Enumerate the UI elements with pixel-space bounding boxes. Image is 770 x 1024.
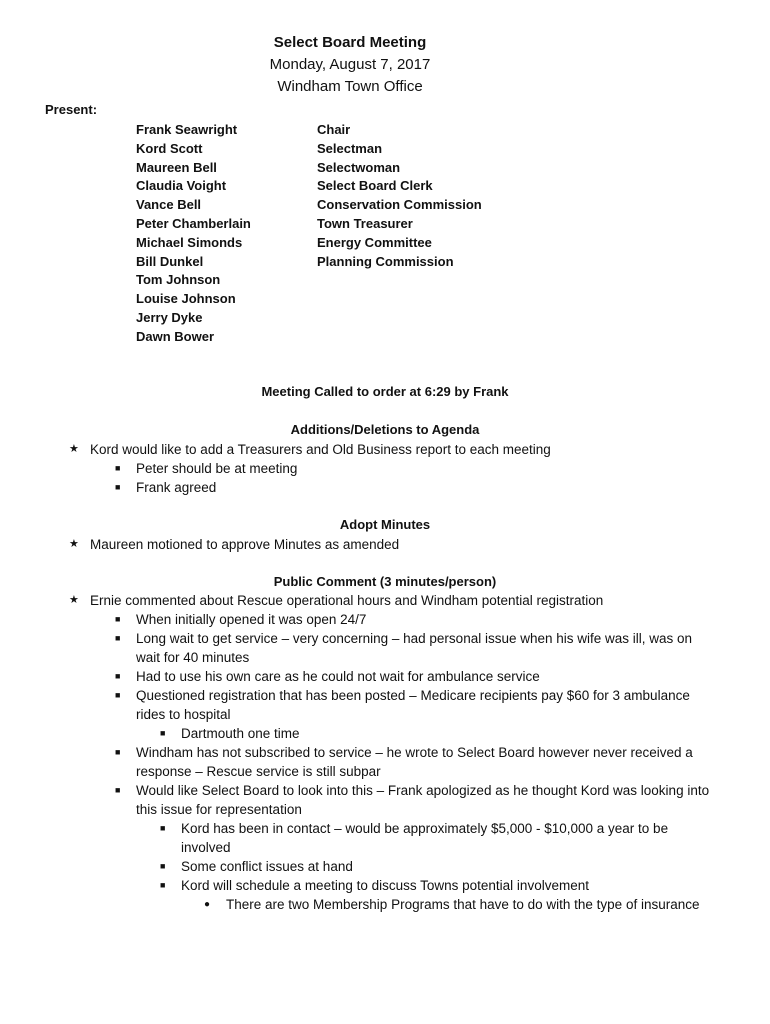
list-item: Frank agreed: [136, 480, 217, 495]
attendee-role: Energy Committee: [317, 234, 432, 250]
list-item: Windham has not subscribed to service – he wrote to Select Board however never received a: [136, 745, 693, 760]
star-bullet-icon: ★: [69, 594, 79, 606]
public-comment-heading: Public Comment (3 minutes/person): [273, 574, 497, 589]
attendee-name: Tom Johnson: [136, 272, 221, 288]
square-bullet-icon: ■: [160, 728, 166, 738]
list-item: Peter should be at meeting: [136, 461, 298, 476]
list-item: Some conflict issues at hand: [181, 859, 353, 874]
attendee-name: Louise Johnson: [136, 291, 236, 307]
attendee-role: Town Treasurer: [317, 215, 413, 231]
list-item-continuation: this issue for representation: [136, 802, 302, 817]
list-item: Ernie commented about Rescue operational hours and Windham potential registration: [90, 593, 604, 608]
square-bullet-icon: ■: [160, 880, 166, 890]
list-item: Kord will schedule a meeting to discuss Towns potential involvement: [181, 878, 589, 893]
attendee-name: Claudia Voight: [136, 178, 227, 194]
list-item: Had to use his own care as he could not wait for ambulance service: [136, 669, 540, 684]
attendee-name: Peter Chamberlain: [136, 215, 251, 231]
list-item: Dartmouth one time: [181, 726, 300, 741]
square-bullet-icon: ■: [115, 463, 121, 473]
attendee-role: Select Board Clerk: [317, 178, 433, 194]
list-item: Questioned registration that has been posted – Medicare recipients pay $60 for 3 ambulance: [136, 688, 690, 703]
square-bullet-icon: ■: [115, 747, 121, 757]
list-item-continuation: response – Rescue service is still subpar: [136, 764, 381, 779]
meeting-location: Windham Town Office: [277, 78, 423, 95]
attendee-role: Conservation Commission: [317, 197, 482, 213]
attendee-name: Maureen Bell: [136, 159, 217, 175]
list-item: Long wait to get service – very concerning – had personal issue when his wife was ill, was on: [136, 631, 693, 646]
square-bullet-icon: ■: [115, 482, 121, 492]
list-item-continuation: rides to hospital: [136, 707, 231, 722]
round-bullet-icon: ●: [204, 899, 211, 910]
attendee-name: Kord Scott: [136, 140, 203, 156]
square-bullet-icon: ■: [160, 861, 166, 871]
list-item-continuation: wait for 40 minutes: [136, 650, 250, 665]
square-bullet-icon: ■: [115, 671, 121, 681]
attendee-name: Bill Dunkel: [136, 253, 204, 269]
square-bullet-icon: ■: [160, 823, 166, 833]
list-item: Kord has been in contact – would be approximately $5,000 - $10,000 a year to be: [181, 821, 669, 836]
square-bullet-icon: ■: [115, 633, 121, 643]
attendee-name: Vance Bell: [136, 197, 202, 213]
list-item: Would like Select Board to look into this – Frank apologized as he thought Kord was looking into: [136, 783, 710, 798]
document-title: Select Board Meeting: [273, 34, 427, 51]
list-item: When initially opened it was open 24/7: [136, 612, 367, 627]
list-item: There are two Membership Programs that have to do with the type of insurance: [226, 897, 700, 912]
called-to-order: Meeting Called to order at 6:29 by Frank: [261, 384, 509, 399]
square-bullet-icon: ■: [115, 785, 121, 795]
attendee-name: Frank Seawright: [136, 122, 238, 137]
attendee-name: Dawn Bower: [136, 328, 215, 344]
attendee-name: Jerry Dyke: [136, 309, 203, 325]
meeting-date: Monday, August 7, 2017: [269, 56, 431, 73]
attendee-role: Planning Commission: [317, 253, 454, 269]
present-label: Present:: [45, 102, 98, 117]
list-item-continuation: involved: [181, 840, 231, 855]
star-bullet-icon: ★: [69, 538, 79, 550]
minutes-heading: Adopt Minutes: [339, 517, 431, 532]
attendee-role: Chair: [317, 122, 351, 137]
attendee-name: Michael Simonds: [136, 234, 243, 250]
list-item: Maureen motioned to approve Minutes as amended: [90, 537, 400, 552]
star-bullet-icon: ★: [69, 443, 79, 455]
list-item: Kord would like to add a Treasurers and Old Business report to each meeting: [90, 442, 551, 457]
square-bullet-icon: ■: [115, 614, 121, 624]
agenda-heading: Additions/Deletions to Agenda: [290, 422, 480, 437]
attendee-role: Selectman: [317, 140, 383, 156]
attendee-role: Selectwoman: [317, 159, 401, 175]
square-bullet-icon: ■: [115, 690, 121, 700]
